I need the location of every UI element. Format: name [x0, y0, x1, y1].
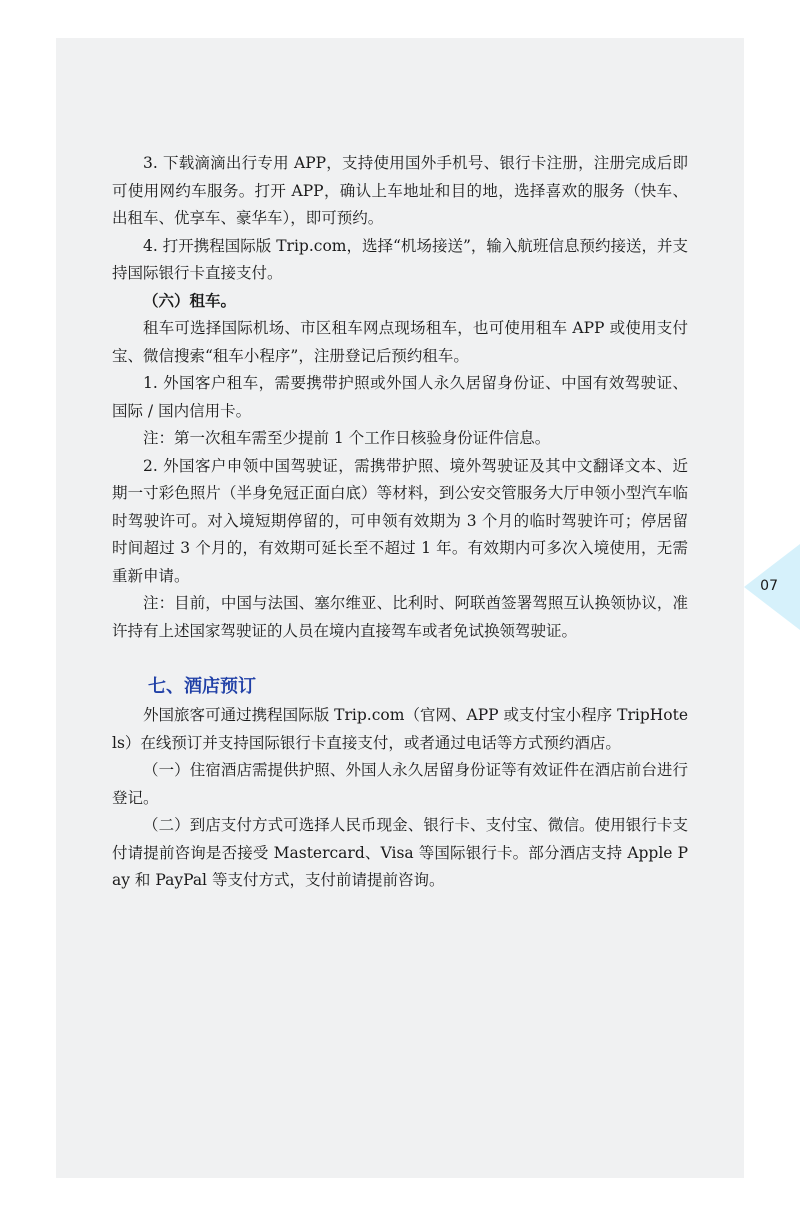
license-agreement-note-paragraph: 注：目前，中国与法国、塞尔维亚、比利时、阿联酋签署驾照互认换领协议，准许持有上述国家驾驶证的人员在境内直接驾车或者免试换领驾驶证。 — [112, 594, 688, 640]
rental-intro-paragraph: 租车可选择国际机场、市区租车网点现场租车，也可使用租车 APP 或使用支付宝、微信搜索“租车小程序”，注册登记后预约租车。 — [112, 319, 688, 365]
hotel-intro-paragraph: 外国旅客可通过携程国际版 Trip.com（官网、APP 或支付宝小程序 TripHotels）在线预订并支持国际银行卡直接支付，或者通过电话等方式预约酒店。 — [112, 706, 688, 752]
trip-transfer-paragraph: 4. 打开携程国际版 Trip.com，选择“机场接送”，输入航班信息预约接送，并支持国际银行卡直接支付。 — [112, 236, 688, 282]
hotel-section-title: 七、酒店预订 — [148, 676, 256, 697]
hotel-checkin-paragraph: （一）住宿酒店需提供护照、外国人永久居留身份证等有效证件在酒店前台进行登记。 — [112, 761, 688, 807]
rental-note-paragraph: 注：第一次租车需至少提前 1 个工作日核验身份证件信息。 — [143, 429, 551, 447]
car-rental-heading: （六）租车。 — [143, 291, 237, 310]
hotel-payment-paragraph: （二）到店支付方式可选择人民币现金、银行卡、支付宝、微信。使用银行卡支付请提前咨询是否接受 Mastercard、Visa 等国际银行卡。部分酒店支持 Apple Pay 和 PayPal 等支付方式，支付前请提前咨询。 — [112, 816, 688, 889]
rental-requirement-paragraph: 1. 外国客户租车，需要携带护照或外国人永久居留身份证、中国有效驾驶证、国际 / 国内信用卡。 — [112, 374, 688, 420]
page-number: 07 — [760, 578, 778, 594]
driving-license-paragraph: 2. 外国客户申领中国驾驶证，需携带护照、境外驾驶证及其中文翻译文本、近期一寸彩色照片（半身免冠正面白底）等材料，到公安交管服务大厅申领小型汽车临时驾驶许可。对入境短期停留的，可申领有效期为 3 个月的临时驾驶许可；停居留时间超过 3 个月的，有效期可延长至不超过 1 年。有效期内可多次入境使用，无需重新申请。 — [112, 456, 688, 585]
page-content — [112, 150, 688, 895]
didi-paragraph: 3. 下载滴滴出行专用 APP，支持使用国外手机号、银行卡注册，注册完成后即可使用网约车服务。打开 APP，确认上车地址和目的地，选择喜欢的服务（快车、出租车、优享车、豪华车），即可预约。 — [112, 154, 688, 227]
